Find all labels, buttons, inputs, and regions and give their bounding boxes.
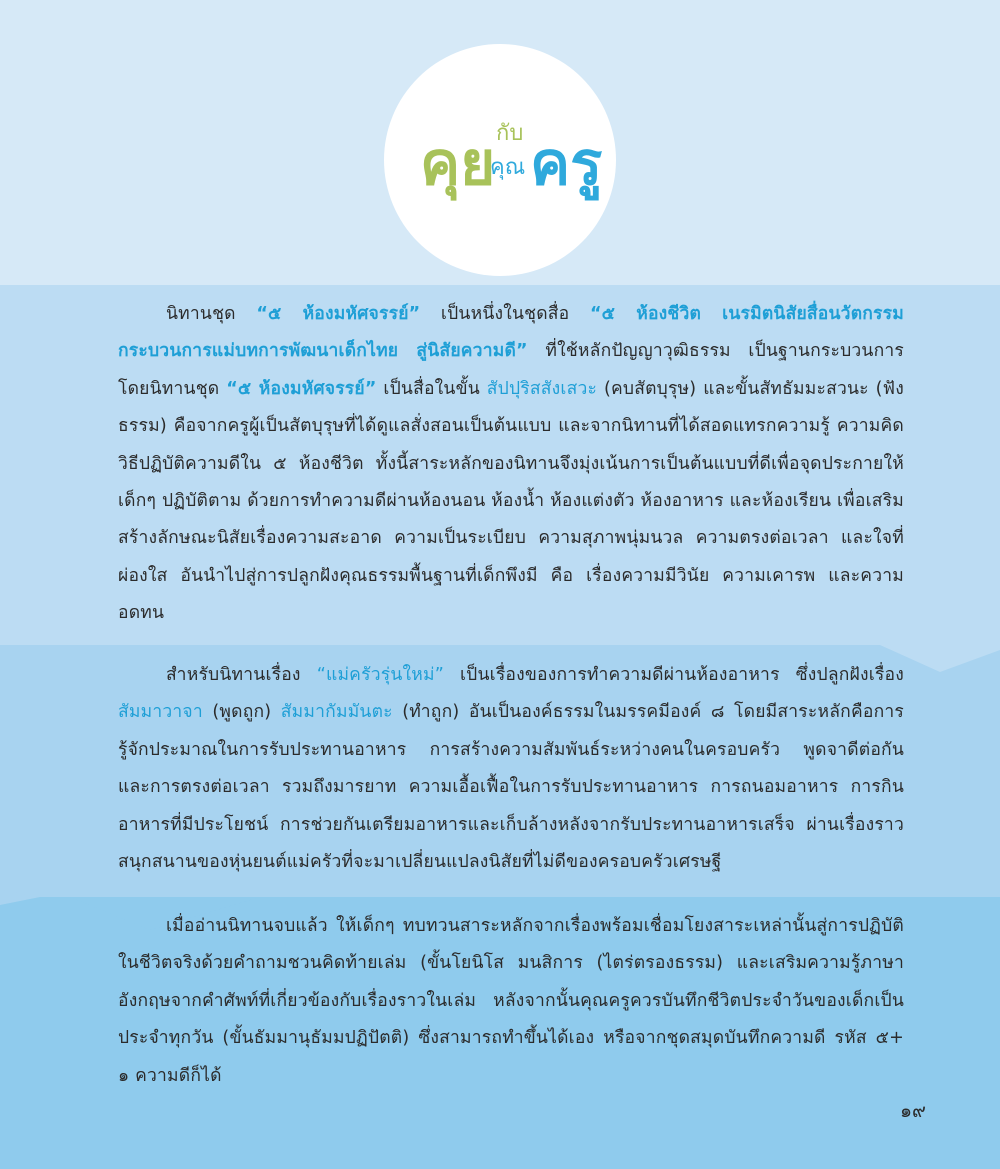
paragraph-story — [118, 657, 904, 881]
text: (พูดถูก) — [202, 702, 281, 723]
logo-word-1: คุย — [420, 129, 496, 199]
text: (คบสัตบุรุษ) และขั้นสัทธัมมะสวนะ (ฟังธรรม) คือจากครูผู้เป็นสัตบุรุษที่ได้ดูแลสั่งสอนเป็นต้นแบบ และจากนิทานที่ได้สอดแทรกความรู้ ความคิด วิธีปฏิบัติความดีใน ๕ ห้องชีวิต ทั้งนี้สาระหลักของนิทานจึงมุ่งเน้นการเป็นต้นแบบที่ดีเพื่อจุดประกายให้เด็กๆ ปฏิบัติตาม ด้วยการทำความดีผ่านห้องนอน ห้องน้ำ ห้องแต่งตัว ห้องอาหาร และห้องเรียน เพื่อเสริมสร้างลักษณะนิสัยเรื่องความสะอาด ความเป็นระเบียบ ความสุภาพนุ่มนวล ความตรงต่อเวลา และใจที่ผ่องใส อันนำไปสู่การปลูกฝังคุณธรรมพื้นฐานที่เด็กพึงมี คือ เรื่องความมีวินัย ความเคารพ และความอดทน — [118, 378, 904, 624]
highlight-term: สัมมากัมมันตะ — [280, 702, 393, 723]
logo-word-2: ครู — [530, 129, 603, 199]
paragraph-intro — [118, 296, 904, 633]
highlight-story-title: “แม่ครัวรุ่นใหม่” — [316, 665, 444, 685]
text: เป็นเรื่องของการทำความดีผ่านห้องอาหาร ซึ่งปลูกฝังเรื่อง — [443, 665, 904, 685]
text: (ทำถูก) อันเป็นองค์ธรรมในมรรคมีองค์ ๘ โดยมีสาระหลักคือการรู้จักประมาณในการรับประทานอาหาร การสร้างความสัมพันธ์ระหว่างคนในครอบครัว พูดจาดีต่อกัน และการตรงต่อเวลา รวมถึงมารยาท ความเอื้อเฟื้อในการรับประทานอาหาร การถนอมอาหาร การกินอาหารที่มีประโยชน์ การช่วยกันเตรียมอาหารและเก็บล้างหลังจากรับประทานอาหารเสร็จ ผ่านเรื่องราวสนุกสนานของหุ่นยนต์แม่ครัวที่จะมาเปลี่ยนแปลงนิสัยที่ไม่ดีของครอบครัวเศรษฐี — [118, 702, 904, 873]
text: เป็นสื่อในขั้น — [376, 378, 487, 399]
logo-title — [384, 44, 616, 276]
logo-badge — [384, 44, 616, 276]
logo-word-small-2: คุณ — [490, 155, 526, 180]
highlight-term: สัปปุริสสังเสวะ — [486, 378, 598, 399]
logo-word-small-1: กับ — [496, 121, 524, 146]
highlight-series-title: “๕ ห้องมหัศจรรย์” — [226, 378, 377, 399]
text: สำหรับนิทานเรื่อง — [166, 665, 317, 685]
highlight-series-title: “๕ ห้องมหัศจรรย์” — [256, 304, 421, 324]
text: นิทานชุด — [166, 304, 257, 324]
highlight-media-title: “๕ ห้องชีวิต เนรมิตนิสัยสื่อนวัตกรรมกระบวนการแม่บทการพัฒนาเด็กไทย สู่นิสัยความดี” — [118, 304, 904, 362]
text: ที่ใช้หลักปัญญาวุฒิธรรม เป็นฐานกระบวนการ โดยนิทานชุด — [118, 341, 904, 399]
highlight-term: สัมมาวาจา — [118, 702, 203, 723]
text: เมื่ออ่านนิทานจบแล้ว ให้เด็กๆ ทบทวนสาระหลักจากเรื่องพร้อมเชื่อมโยงสาระเหล่านั้นสู่การปฏิบัติในชีวิตจริงด้วยคำถามชวนคิดท้ายเล่ม (ขั้นโยนิโส มนสิการ (ไตร่ตรองธรรม) และเสริมความรู้ภาษาอังกฤษจากคำศัพท์ที่เกี่ยวข้องกับเรื่องราวในเล่ม หลังจากนั้นคุณครูควรบันทึกชีวิตประจำวันของเด็กเป็นประจำทุกวัน (ขั้นธัมมานุธัมมปฏิปัตติ) ซึ่งสามารถทำขึ้นได้เอง หรือจากชุดสมุดบันทึกความดี รหัส ๕+ ๑ ความดีก็ได้ — [118, 916, 904, 1086]
page-number: ๑๙ — [900, 1100, 926, 1122]
paragraph-after-reading — [118, 908, 904, 1095]
text: เป็นหนึ่งในชุดสื่อ — [420, 304, 590, 324]
